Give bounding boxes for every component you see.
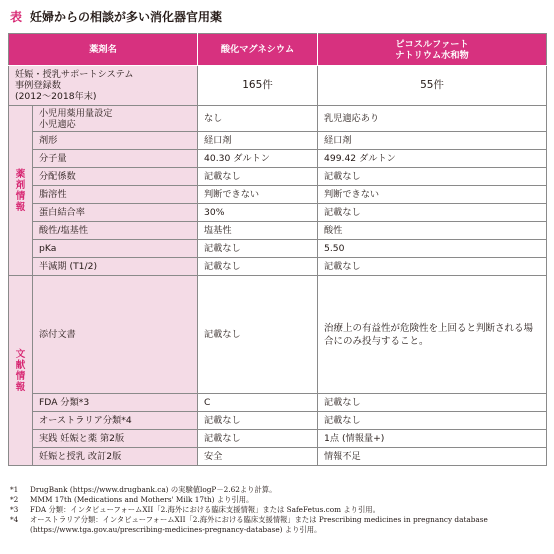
row-label: FDA 分類*3	[33, 394, 198, 412]
row-label: 小児用薬用量設定 小児適応	[33, 106, 198, 132]
section-literature-info: 文献情報	[9, 276, 33, 466]
section-drug-info: 薬剤情報	[9, 106, 33, 276]
row-label: 酸性/塩基性	[33, 222, 198, 240]
registration-label-line1: 妊娠・授乳サポートシステム	[15, 69, 134, 80]
row-drug2: 記載なし	[318, 258, 547, 276]
row-label: 添付文書	[33, 276, 198, 394]
registration-row	[9, 66, 547, 106]
table-row	[9, 204, 547, 222]
header-drug-name: 薬剤名	[9, 34, 198, 66]
row-drug2: 1点 (情報量+)	[318, 430, 547, 448]
table-title-text: 妊婦からの相談が多い消化器官用薬	[30, 10, 223, 24]
row-label: オーストラリア分類*4	[33, 412, 198, 430]
row-label: 分子量	[33, 150, 198, 168]
row-drug1: 記載なし	[198, 412, 318, 430]
table-row	[9, 448, 547, 466]
row-label: 分配係数	[33, 168, 198, 186]
row-label: 半減期 (T1/2)	[33, 258, 198, 276]
header-drug1: 酸化マグネシウム	[198, 34, 318, 66]
footnote: *3 FDA 分類：インタビューフォームXII「2.海外における臨床支援情報」または SafeFetus.com より引用。	[10, 505, 380, 514]
table-row	[9, 258, 547, 276]
footnote: *4 オーストラリア分類：インタビューフォームXII「2.海外における臨床支援情報」または Prescribing medicines in pregnancy database (https://www.tga.gov.au/prescribing-medicines-pregnancy-database) より引用。	[10, 515, 488, 534]
table-row	[9, 186, 547, 204]
row-drug1: 経口剤	[198, 132, 318, 150]
table-row	[9, 276, 547, 394]
table-title	[10, 8, 222, 25]
row-drug1: 40.30 ダルトン	[198, 150, 318, 168]
footnotes	[10, 485, 546, 535]
table-row	[9, 150, 547, 168]
row-drug2: 酸性	[318, 222, 547, 240]
table-row	[9, 168, 547, 186]
row-drug2: 判断できない	[318, 186, 547, 204]
row-drug1: 記載なし	[198, 258, 318, 276]
row-drug1: C	[198, 394, 318, 412]
table-row	[9, 430, 547, 448]
row-label: 蛋白結合率	[33, 204, 198, 222]
row-drug2: 乳児適応あり	[318, 106, 547, 132]
row-label: 脂溶性	[33, 186, 198, 204]
registration-drug2: 55件	[318, 66, 547, 106]
row-label: 剤形	[33, 132, 198, 150]
row-drug2: 499.42 ダルトン	[318, 150, 547, 168]
row-drug2: 情報不足	[318, 448, 547, 466]
registration-drug1: 165件	[198, 66, 318, 106]
row-label: 実践 妊娠と薬 第2版	[33, 430, 198, 448]
table-row	[9, 222, 547, 240]
row-drug1: 安全	[198, 448, 318, 466]
footnote: *1 DrugBank (https://www.drugbank.ca) の実験値logP－2.62より計算。	[10, 485, 277, 494]
header-drug2	[318, 34, 547, 66]
row-drug1: 記載なし	[198, 168, 318, 186]
row-drug2: 治療上の有益性が危険性を上回ると判断される場合にのみ投与すること。	[318, 276, 547, 394]
footnote: *2 MMM 17th (Medications and Mothers' Milk 17th) より引用。	[10, 495, 254, 504]
table-row	[9, 240, 547, 258]
row-drug1: なし	[198, 106, 318, 132]
header-drug2-line2: ナトリウム水和物	[395, 49, 469, 61]
row-drug2: 経口剤	[318, 132, 547, 150]
registration-label-line3: (2012～2018年末)	[15, 91, 97, 102]
row-label: 妊娠と授乳 改訂2版	[33, 448, 198, 466]
row-drug1: 塩基性	[198, 222, 318, 240]
row-drug1: 記載なし	[198, 276, 318, 394]
table-row	[9, 412, 547, 430]
header-row	[9, 34, 547, 66]
table-row	[9, 132, 547, 150]
row-label: pKa	[33, 240, 198, 258]
table-row	[9, 106, 547, 132]
row-drug2: 記載なし	[318, 168, 547, 186]
table-label: 表	[10, 10, 23, 24]
registration-label	[9, 66, 198, 106]
registration-label-line2: 事例登録数	[15, 80, 61, 91]
row-drug1: 30%	[198, 204, 318, 222]
row-drug1: 記載なし	[198, 240, 318, 258]
row-drug1: 記載なし	[198, 430, 318, 448]
row-drug2: 記載なし	[318, 394, 547, 412]
drug-comparison-table	[8, 33, 547, 466]
table-row	[9, 394, 547, 412]
row-drug2: 記載なし	[318, 204, 547, 222]
row-drug1: 判断できない	[198, 186, 318, 204]
header-drug2-line1: ピコスルファート	[395, 38, 469, 50]
row-drug2: 5.50	[318, 240, 547, 258]
row-drug2: 記載なし	[318, 412, 547, 430]
